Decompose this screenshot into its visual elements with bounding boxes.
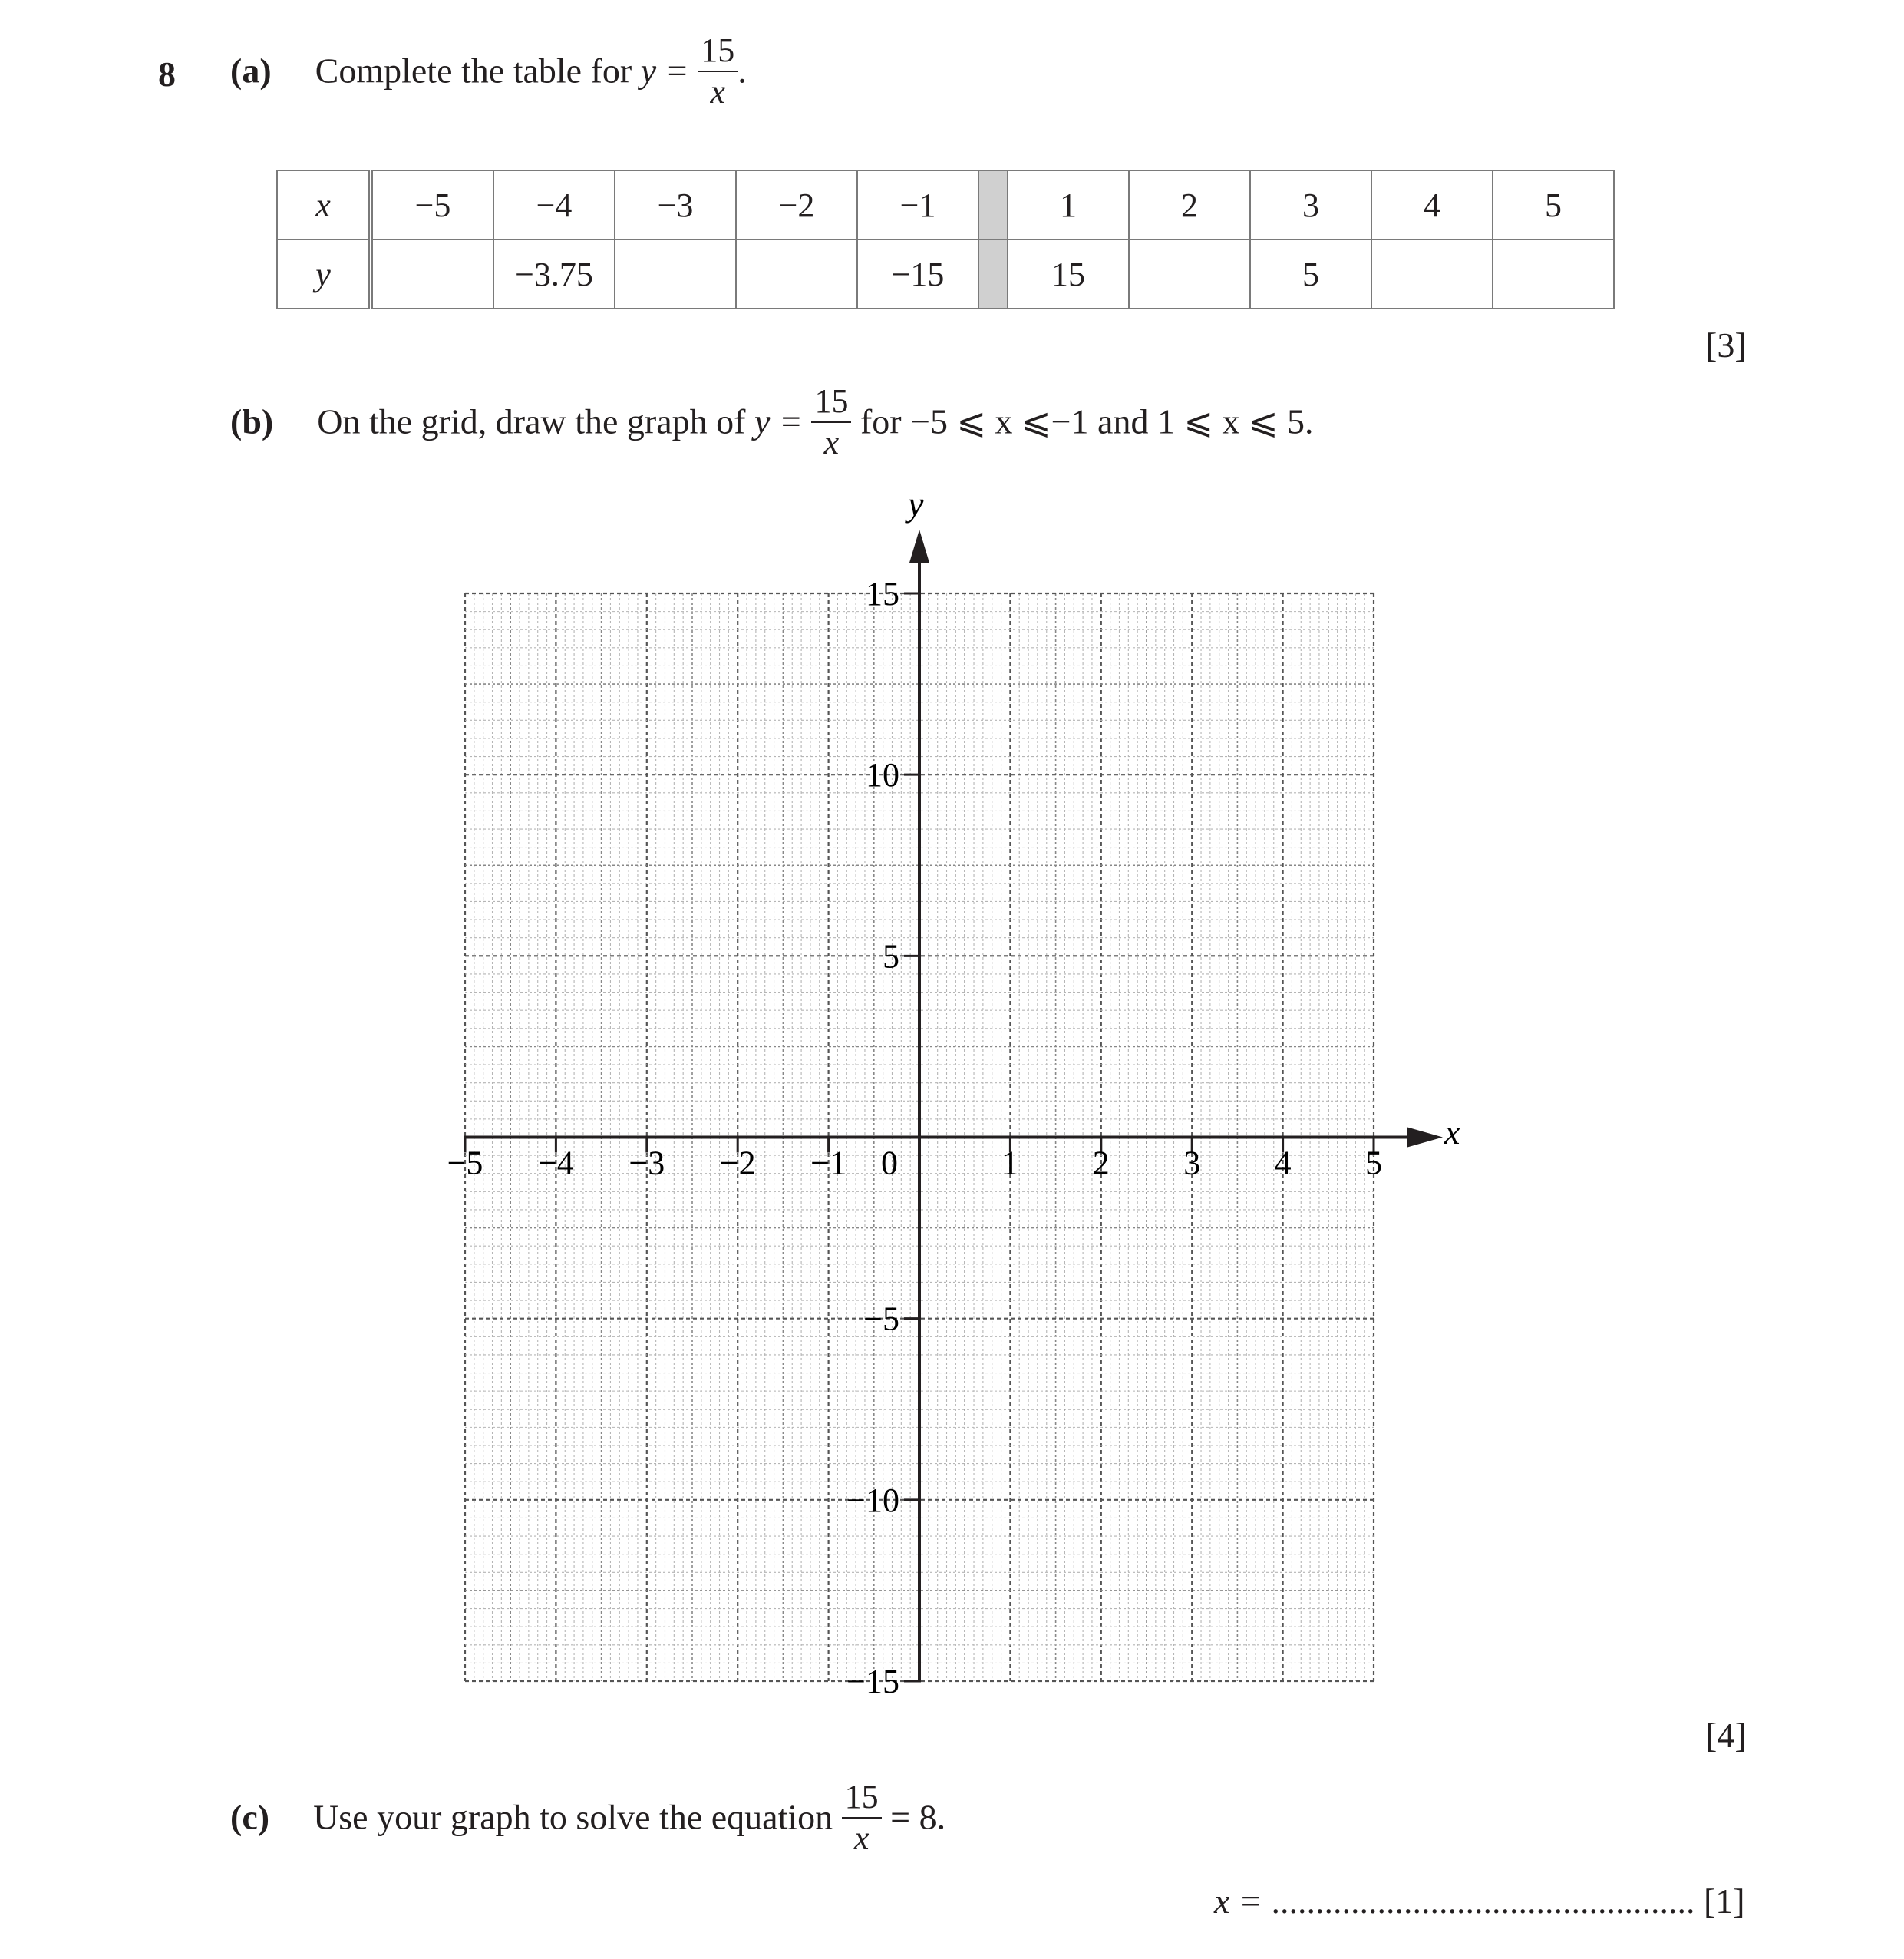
- x-tick-label: −1: [810, 1144, 847, 1182]
- table-x-cell: −2: [736, 170, 857, 240]
- y-axis-label: y: [908, 484, 924, 524]
- part-a-text: Complete the table for: [315, 51, 632, 91]
- part-b-label: (b): [230, 401, 274, 441]
- x-tick-label: 5: [1365, 1144, 1382, 1182]
- part-c-marks: [1]: [1703, 1881, 1745, 1921]
- table-x-cell: 2: [1129, 170, 1250, 240]
- part-c-answer-line[interactable]: [1214, 1881, 1745, 1921]
- part-a-end: .: [738, 51, 747, 91]
- x-axis-label: x: [1444, 1112, 1460, 1151]
- part-c-fraction: [842, 1780, 882, 1855]
- answer-dots[interactable]: ................................................: [1271, 1881, 1695, 1921]
- x-tick-label: −5: [447, 1144, 483, 1182]
- table-x-cell: 3: [1250, 170, 1371, 240]
- y-tick-label: −5: [863, 1300, 899, 1338]
- part-a-label: (a): [230, 51, 272, 91]
- table-x-cell: −5: [371, 170, 493, 240]
- part-c-rhs: = 8.: [890, 1797, 946, 1837]
- table-x-cell: −3: [615, 170, 736, 240]
- part-c-frac-den: x: [853, 1819, 870, 1857]
- y-tick-label: 5: [883, 937, 899, 976]
- y-tick-label: −15: [846, 1663, 899, 1700]
- x-tick-label: 0: [881, 1144, 898, 1182]
- question-number: 8: [158, 55, 176, 94]
- y-tick-label: 10: [866, 756, 899, 795]
- table-y-cell: −15: [857, 240, 978, 309]
- x-tick-label: 1: [1001, 1144, 1019, 1182]
- part-b-marks: [4]: [1705, 1716, 1747, 1755]
- table-x-label: x: [277, 170, 371, 240]
- part-b-text: On the grid, draw the graph of: [317, 401, 746, 441]
- table-y-cell: 5: [1250, 240, 1371, 309]
- part-c-label: (c): [230, 1797, 270, 1837]
- part-c-frac-num: 15: [842, 1780, 882, 1819]
- x-tick-label: 3: [1183, 1144, 1201, 1182]
- table-y-cell: −3.75: [493, 240, 615, 309]
- y-tick-label: −10: [846, 1481, 899, 1519]
- part-c-text: Use your graph to solve the equation: [313, 1797, 833, 1837]
- part-a-frac-den: x: [710, 73, 725, 111]
- x-axis-arrow: [1407, 1128, 1443, 1148]
- table-x-cell: 4: [1371, 170, 1493, 240]
- y-tick-label: 15: [866, 575, 899, 613]
- y-axis-arrow: [909, 530, 929, 563]
- part-b-frac-den: x: [823, 424, 840, 461]
- part-a-frac-num: 15: [698, 34, 738, 72]
- x-tick-label: 4: [1274, 1144, 1292, 1182]
- table-x-cell: 5: [1493, 170, 1614, 240]
- answer-prefix: x =: [1214, 1881, 1262, 1921]
- x-tick-label: 2: [1092, 1144, 1110, 1182]
- table-y-label: y: [277, 240, 371, 309]
- part-b-frac-num: 15: [811, 385, 851, 423]
- table-x-cell: −4: [493, 170, 615, 240]
- table-x-cell: −1: [857, 170, 978, 240]
- part-a-marks: [3]: [1705, 325, 1747, 365]
- x-tick-label: −4: [537, 1144, 574, 1182]
- part-a-y-eq: y =: [640, 51, 689, 91]
- x-tick-label: −2: [719, 1144, 756, 1182]
- table-y-cell: 15: [1008, 240, 1129, 309]
- part-b-y-eq: y =: [754, 401, 803, 441]
- part-b-range: for −5 ⩽ x ⩽−1 and 1 ⩽ x ⩽ 5.: [860, 401, 1314, 441]
- x-tick-label: −3: [629, 1144, 665, 1182]
- part-c-prompt: [230, 1778, 946, 1858]
- table-x-cell: 1: [1008, 170, 1129, 240]
